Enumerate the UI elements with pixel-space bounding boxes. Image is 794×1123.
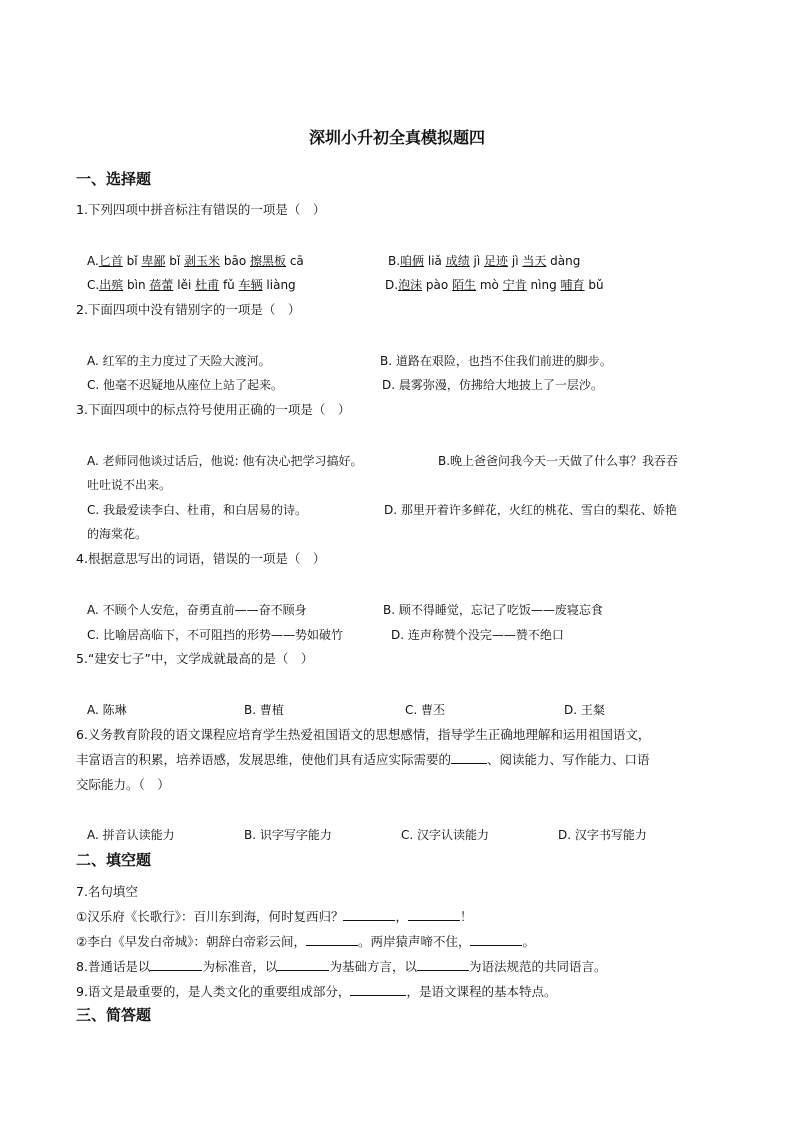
question-7-blank-4[interactable] (470, 931, 522, 946)
question-4-option-d: D. 连声称赞个没完——赞不绝口 (391, 628, 564, 642)
question-4-option-a: A. 不顾个人安危，奋勇直前——奋不顾身 (87, 603, 307, 617)
question-7-line-2: ②李白《早发白帝城》：朝辞白帝彩云间， 。两岸猿声啼不住， 。 (76, 929, 535, 954)
question-5-option-d: D. 王粲 (564, 703, 605, 717)
question-7-blank-2[interactable] (408, 906, 460, 921)
question-2-option-d: D. 晨雾弥漫，仿拂给大地披上了一层沙。 (382, 378, 603, 392)
question-1-option-a: A.匕首 bǐ 卑鄙 bǐ 剥玉米 bāo 擦黑板 cā (87, 254, 304, 268)
section-heading-fill: 二、填空题 (76, 851, 152, 869)
question-5-option-b: B. 曹植 (244, 703, 284, 717)
question-1-option-b: B.咱俩 liǎ 成绩 jì 足迹 jì 当天 dàng (388, 254, 581, 268)
question-3-option-b: B.晚上爸爸问我今天一天做了什么事？我吞吞 (438, 454, 679, 468)
question-3-option-c: C. 我最爱读李白、杜甫，和白居易的诗。 (87, 503, 308, 517)
question-5-option-a: A. 陈琳 (87, 703, 127, 717)
question-5-stem: 5.“建安七子”中，文学成就最高的是（ ） (76, 651, 314, 666)
question-2-option-a: A. 红军的主力度过了天险大渡河。 (87, 354, 271, 368)
question-6-blank[interactable] (451, 749, 487, 764)
question-1-option-d: D.泡沫 pào 陌生 mò 宁肯 nìng 哺育 bǔ (385, 278, 604, 292)
section-heading-short-answer: 三、简答题 (76, 1006, 152, 1024)
question-6-stem-line-2: 丰富语言的积累，培养语感，发展思维，使他们具有适应实际需要的 、阅读能力、写作能力、口语 (76, 747, 650, 772)
question-7-stem: 7.名句填空 (76, 884, 138, 899)
question-2-stem: 2.下面四项中没有错别字的一项是（ ） (76, 302, 301, 317)
question-1-option-c: C.出殡 bìn 蓓蕾 lěi 杜甫 fǔ 车辆 liàng (87, 278, 296, 292)
question-6-stem-line-1: 6.义务教育阶段的语文课程应培育学生热爱祖国语文的思想感情，指导学生正确地理解和运用祖国语文， (76, 727, 651, 742)
question-3-option-a: A. 老师同他谈过话后，他说: 他有决心把学习搞好。 (87, 454, 363, 468)
question-6-option-c: C. 汉字认读能力 (401, 828, 490, 842)
question-5-option-c: C. 曹丕 (405, 703, 446, 717)
question-3-option-d: D. 那里开着许多鲜花，火红的桃花、雪白的梨花、娇艳 (384, 503, 677, 517)
question-1-stem: 1.下列四项中拼音标注有错误的一项是（ ） (76, 202, 326, 217)
question-4-stem: 4.根据意思写出的词语，错误的一项是（ ） (76, 551, 326, 566)
question-7-blank-1[interactable] (343, 906, 395, 921)
question-8-blank-1[interactable] (150, 956, 202, 971)
question-6-stem-line-3: 交际能力。（ ） (76, 777, 170, 792)
section-heading-choice: 一、选择题 (76, 170, 152, 188)
page-title: 深圳小升初全真模拟题四 (308, 128, 485, 147)
question-3-option-b-cont: 吐吐说不出来。 (87, 478, 172, 492)
question-6-option-d: D. 汉字书写能力 (558, 828, 647, 842)
question-8-blank-3[interactable] (417, 956, 469, 971)
question-8: 8.普通话是以 为标准音，以 为基础方言，以 为语法规范的共同语言。 (76, 954, 606, 979)
question-7-line-1: ①汉乐府《长歌行》：百川东到海，何时复西归？ ， ！ (76, 904, 473, 929)
question-4-option-c: C. 比喻居高临下，不可阻挡的形势——势如破竹 (87, 628, 344, 642)
question-2-option-b: B. 道路在艰险，也挡不住我们前进的脚步。 (380, 354, 612, 368)
question-3-stem: 3.下面四项中的标点符号使用正确的一项是（ ） (76, 402, 351, 417)
question-3-option-d-cont: 的海棠花。 (87, 527, 148, 541)
question-9: 9.语文是最重要的，是人类文化的重要组成部分， ，是语文课程的基本特点。 (76, 979, 556, 1004)
question-9-blank[interactable] (350, 981, 406, 996)
question-6-option-a: A. 拼音认读能力 (87, 828, 175, 842)
question-7-blank-3[interactable] (306, 931, 358, 946)
question-8-blank-2[interactable] (277, 956, 329, 971)
question-6-option-b: B. 识字写字能力 (244, 828, 332, 842)
question-4-option-b: B. 顾不得睡觉，忘记了吃饭——废寝忘食 (383, 603, 603, 617)
question-2-option-c: C. 他毫不迟疑地从座位上站了起来。 (87, 378, 284, 392)
